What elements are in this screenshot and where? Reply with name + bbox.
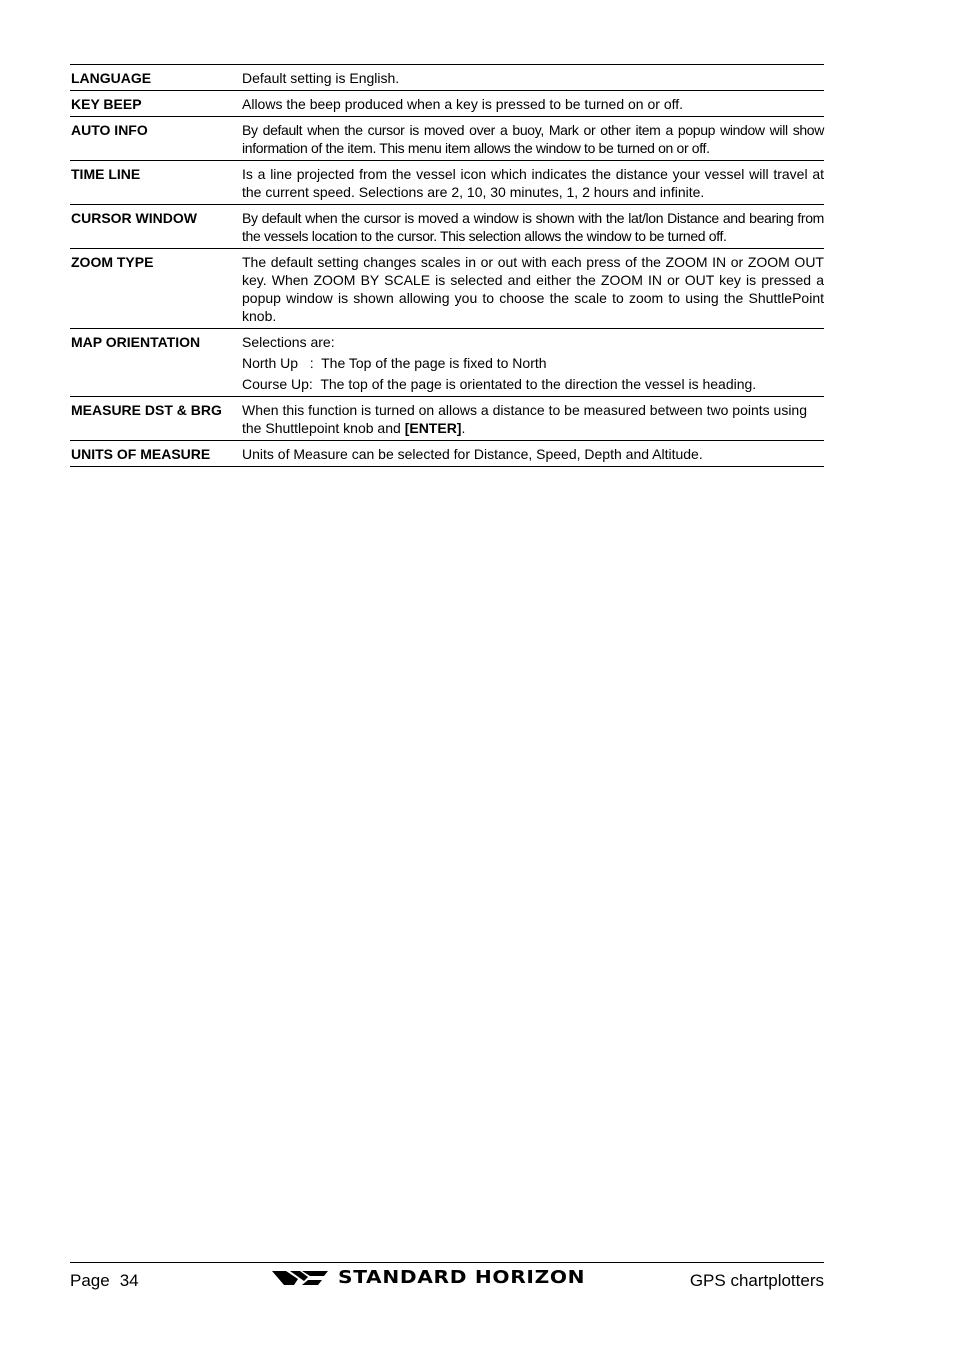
setting-term: TIME LINE xyxy=(71,166,141,182)
setting-term: AUTO INFO xyxy=(71,122,148,138)
description-text: By default when the cursor is moved over a buoy, Mark or other item a popup window will show information of the item. This menu item allows the window to be turned on or off. xyxy=(242,122,824,156)
description-text: Course Up: The top of the page is orientated to the direction the vessel is heading. xyxy=(242,376,757,392)
setting-description xyxy=(242,209,824,245)
footer-page-number xyxy=(70,1270,139,1292)
description-text-part: When this function is turned on allows a distance to be measured between two points using the Shuttlepoint knob and xyxy=(242,402,807,436)
table-row xyxy=(70,441,824,467)
setting-term: MAP ORIENTATION xyxy=(71,334,201,350)
setting-description xyxy=(242,121,824,157)
table-row xyxy=(70,329,824,397)
description-text: The default setting changes scales in or out with each press of the ZOOM IN or ZOOM OUT key. When ZOOM BY SCALE is selected and either the ZOOM IN or OUT key is pressed a popup window is shown allowing you to choose the scale to zoom to using the ShuttlePoint knob. xyxy=(242,254,824,324)
setting-description xyxy=(242,95,824,113)
settings-table xyxy=(70,64,824,467)
setting-term: KEY BEEP xyxy=(71,96,142,112)
page-number: 34 xyxy=(119,1271,139,1290)
brand-swoosh-icon xyxy=(272,1270,328,1286)
brand-name: STANDARD HORIZON xyxy=(338,1267,586,1288)
setting-term: LANGUAGE xyxy=(71,70,152,86)
table-row xyxy=(70,249,824,329)
table-row xyxy=(70,91,824,117)
description-text: North Up : The Top of the page is fixed to North xyxy=(242,355,547,371)
description-text: Is a line projected from the vessel icon which indicates the distance your vessel will travel at the current speed. Selections are 2, 10, 30 minutes, 1, 2 hours and infinite. xyxy=(242,166,824,200)
description-text: Default setting is English. xyxy=(242,70,400,86)
setting-term: UNITS OF MEASURE xyxy=(71,446,211,462)
setting-description xyxy=(242,165,824,201)
setting-description xyxy=(242,333,824,393)
description-text: Selections are: xyxy=(242,334,335,350)
setting-description xyxy=(242,401,824,437)
description-text: By default when the cursor is moved a window is shown with the lat/lon Distance and bearing from the vessels location to the cursor. This selection allows the window to be turned off. xyxy=(242,210,824,244)
footer-divider xyxy=(70,1262,824,1263)
table-row xyxy=(70,205,824,249)
setting-description xyxy=(242,253,824,325)
footer-product: GPS chartplotters xyxy=(689,1271,824,1290)
page-label: Page xyxy=(70,1271,110,1290)
description-text: Allows the beep produced when a key is pressed to be turned on or off. xyxy=(242,96,684,112)
description-text: Units of Measure can be selected for Distance, Speed, Depth and Altitude. xyxy=(242,446,703,462)
description-text-part: . xyxy=(461,420,466,436)
brand-logo xyxy=(272,1267,586,1288)
setting-term: MEASURE DST & BRG xyxy=(71,402,222,418)
enter-key-label: [ENTER] xyxy=(404,420,462,436)
table-row xyxy=(70,161,824,205)
description-text xyxy=(242,401,824,437)
setting-description xyxy=(242,69,824,87)
table-row xyxy=(70,397,824,441)
setting-term: ZOOM TYPE xyxy=(71,254,154,270)
table-row xyxy=(70,65,824,91)
table-row xyxy=(70,117,824,161)
setting-term: CURSOR WINDOW xyxy=(71,210,197,226)
setting-description xyxy=(242,445,824,463)
